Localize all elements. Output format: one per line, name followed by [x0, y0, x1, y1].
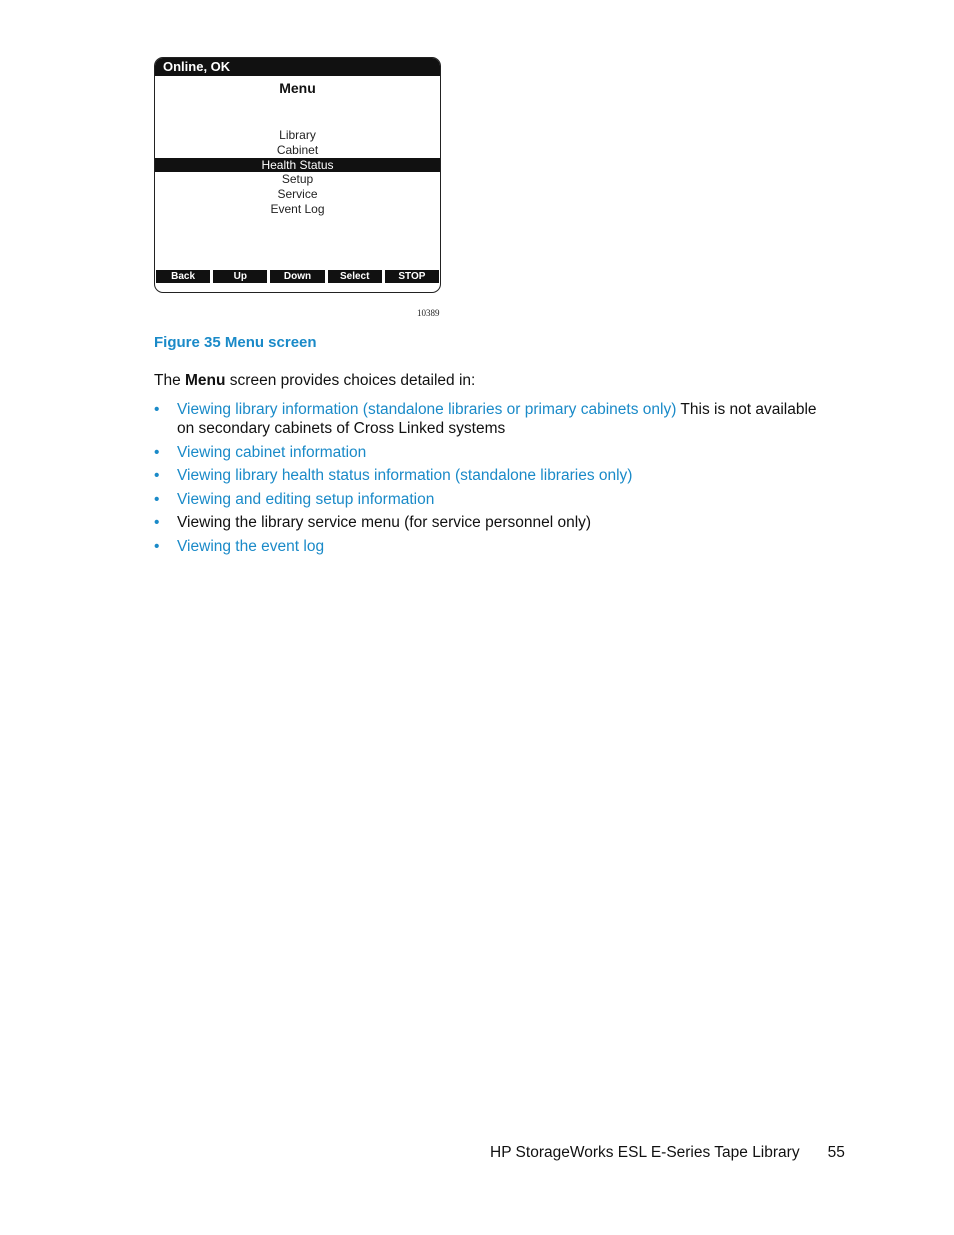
- link-health-status-information[interactable]: Viewing library health status information (standalone libraries only): [177, 467, 633, 484]
- bullet: •: [154, 401, 160, 418]
- softkey-down: Down: [270, 270, 324, 283]
- bullet: •: [154, 537, 160, 555]
- list-item: [154, 466, 834, 485]
- figure-caption: Figure 35 Menu screen: [154, 334, 317, 351]
- bullet: •: [154, 467, 160, 484]
- list-item-note: This is not available on secondary cabinets of Cross Linked systems: [177, 401, 817, 437]
- choices-list: [154, 400, 834, 560]
- bullet: •: [154, 514, 160, 531]
- menu-screen-figure: [154, 57, 441, 293]
- menu-item-event-log: Event Log: [270, 201, 325, 216]
- menu-item-service: Service: [277, 187, 318, 202]
- menu-list: [155, 128, 440, 217]
- list-item: [154, 443, 834, 462]
- intro-bold: Menu: [185, 372, 226, 389]
- link-library-information[interactable]: Viewing library information (standalone libraries or primary cabinets only): [177, 401, 677, 418]
- list-item: [154, 490, 834, 509]
- menu-item-library: Library: [279, 128, 316, 142]
- softkey-up: Up: [213, 270, 267, 283]
- link-cabinet-information[interactable]: Viewing cabinet information: [177, 443, 367, 461]
- softkey-stop: STOP: [385, 270, 439, 283]
- menu-item-setup: Setup: [281, 172, 314, 187]
- page-footer: [490, 1144, 845, 1162]
- bullet: •: [154, 490, 160, 508]
- menu-item-cabinet: Cabinet: [276, 142, 319, 157]
- page-number: 55: [827, 1144, 845, 1161]
- list-item: [154, 537, 834, 556]
- footer-title: HP StorageWorks ESL E-Series Tape Library: [490, 1144, 800, 1161]
- list-item: [154, 513, 834, 532]
- menu-title: Menu: [279, 80, 316, 96]
- status-bar: Online, OK: [155, 58, 440, 76]
- softkey-back: Back: [156, 270, 210, 283]
- softkey-bar: [155, 270, 440, 283]
- link-event-log[interactable]: Viewing the event log: [177, 537, 325, 555]
- softkey-select: Select: [328, 270, 382, 283]
- list-item: [154, 400, 834, 438]
- figure-id: 10389: [417, 308, 440, 318]
- intro-after: screen provides choices detailed in:: [225, 372, 476, 389]
- intro-paragraph: [154, 372, 475, 390]
- intro-before: The: [154, 372, 186, 389]
- service-menu-text: Viewing the library service menu (for service personnel only): [177, 514, 592, 531]
- bullet: •: [154, 443, 160, 461]
- menu-item-health-status: Health Status: [155, 158, 440, 173]
- link-setup-information[interactable]: Viewing and editing setup information: [177, 490, 435, 508]
